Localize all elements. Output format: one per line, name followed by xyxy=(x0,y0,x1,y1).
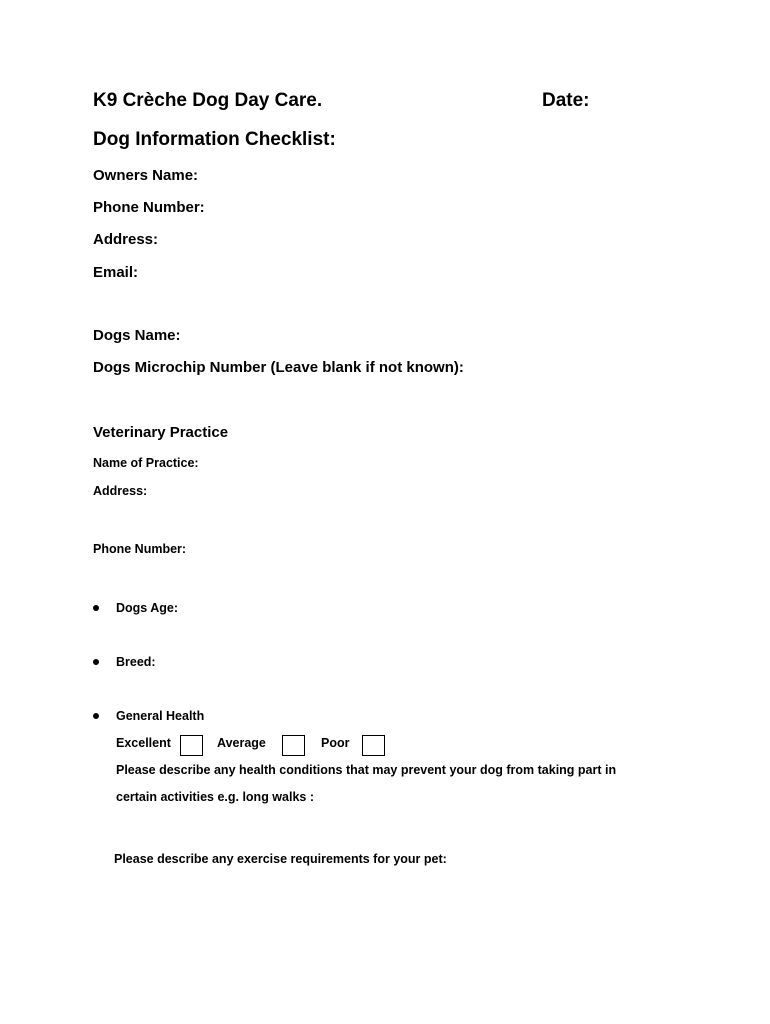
breed-label: Breed: xyxy=(116,655,156,669)
health-conditions-line2: certain activities e.g. long walks : xyxy=(116,790,314,804)
bullet-icon xyxy=(93,713,99,719)
health-option-poor-label: Poor xyxy=(321,736,350,750)
owners-name-label: Owners Name: xyxy=(93,167,199,184)
health-option-average-label: Average xyxy=(217,736,266,750)
business-name: K9 Crèche Dog Day Care. xyxy=(93,90,323,111)
health-average-checkbox[interactable] xyxy=(282,735,305,756)
bullet-icon xyxy=(93,605,99,611)
bullet-icon xyxy=(93,659,99,665)
general-health-label: General Health xyxy=(116,709,205,723)
owner-email-label: Email: xyxy=(93,264,139,281)
practice-name-label: Name of Practice: xyxy=(93,456,199,470)
microchip-label: Dogs Microchip Number (Leave blank if not known): xyxy=(93,359,464,376)
health-poor-checkbox[interactable] xyxy=(362,735,385,756)
health-option-excellent-label: Excellent xyxy=(116,736,171,750)
vet-heading: Veterinary Practice xyxy=(93,424,229,441)
page-title: Dog Information Checklist: xyxy=(93,129,336,150)
owner-phone-label: Phone Number: xyxy=(93,199,205,216)
dog-age-label: Dogs Age: xyxy=(116,601,179,615)
health-excellent-checkbox[interactable] xyxy=(180,735,203,756)
health-conditions-line1: Please describe any health conditions that may prevent your dog from taking part in xyxy=(116,763,617,777)
owner-address-label: Address: xyxy=(93,231,159,248)
exercise-requirements-label: Please describe any exercise requirements for your pet: xyxy=(114,852,447,866)
dog-name-label: Dogs Name: xyxy=(93,327,181,344)
practice-address-label: Address: xyxy=(93,484,148,498)
date-label: Date: xyxy=(542,90,590,111)
practice-phone-label: Phone Number: xyxy=(93,542,187,556)
